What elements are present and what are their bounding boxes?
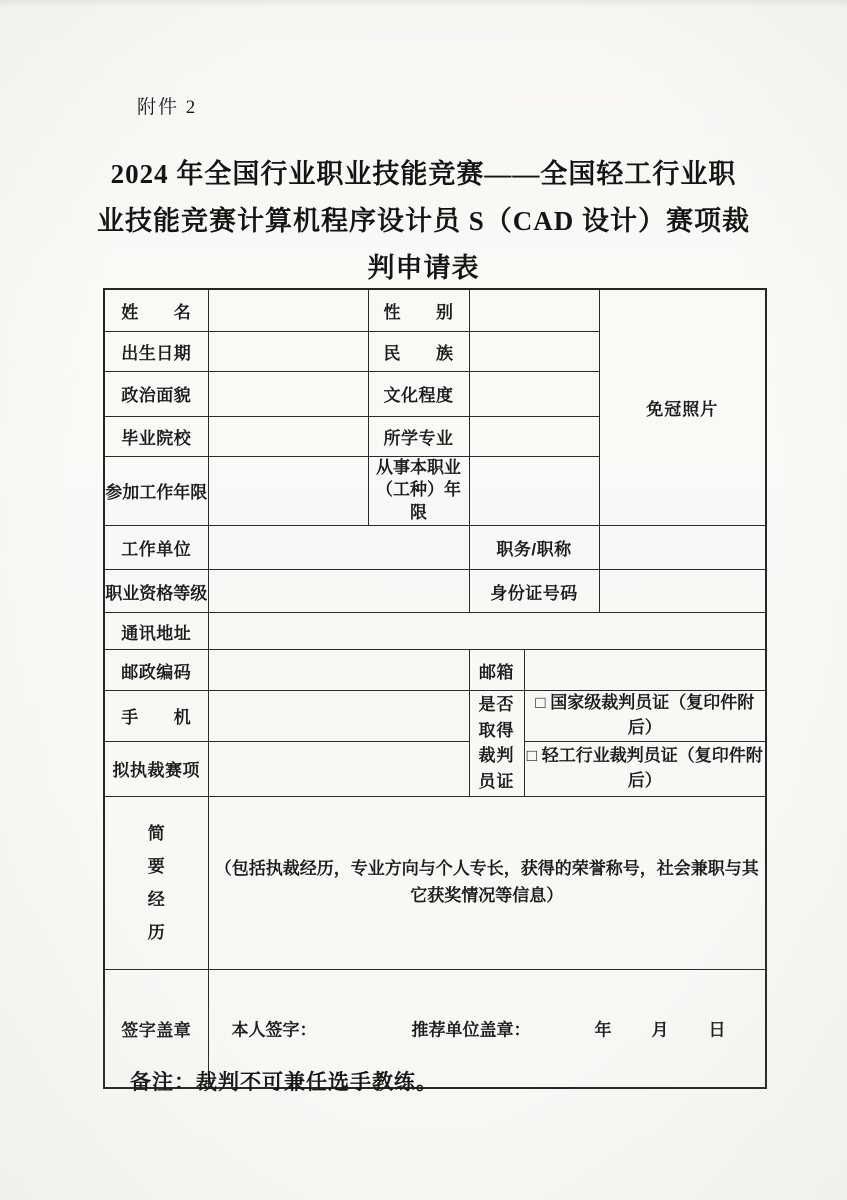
qualification-value	[208, 570, 469, 613]
gender-label: 性 别	[368, 289, 469, 331]
major-label: 所学专业	[368, 416, 469, 456]
major-value	[469, 416, 599, 456]
email-value	[524, 650, 766, 691]
year-label: 年	[594, 1020, 612, 1040]
row-mobile-cert1	[104, 691, 766, 741]
occupation-years-label	[368, 456, 469, 526]
work-years-label: 参加工作年限	[104, 456, 208, 526]
resume-label	[104, 796, 208, 969]
mobile-label: 手 机	[104, 691, 208, 741]
industry-cert-option	[524, 741, 766, 796]
photo-placeholder: 免冠照片	[599, 289, 766, 526]
id-number-label: 身份证号码	[469, 570, 599, 613]
national-cert-option	[524, 691, 766, 741]
birth-date-value	[208, 331, 368, 371]
attachment-label: 附件 2	[137, 97, 198, 118]
org-seal-label: 推荐单位盖章：	[411, 1020, 531, 1040]
name-label: 姓 名	[104, 289, 208, 331]
resume-label-text: 简要经历	[147, 823, 165, 942]
occupation-years-line1: 从事本职业	[376, 457, 461, 477]
title-line-1: 2024 年全国行业职业技能竞赛——全国轻工行业职	[110, 159, 737, 189]
event-value	[208, 741, 469, 796]
postcode-label: 邮政编码	[104, 650, 208, 691]
row-employer-position	[104, 526, 766, 570]
document-title	[0, 151, 847, 292]
month-label: 月	[651, 1020, 669, 1040]
school-label: 毕业院校	[104, 416, 208, 456]
cert-question-text: 是否取得裁判员证	[478, 695, 515, 791]
qualification-label: 职业资格等级	[104, 570, 208, 613]
occupation-years-line2: （工种）年限	[376, 480, 461, 523]
mobile-value	[208, 691, 469, 741]
id-number-value	[599, 570, 766, 613]
gender-value	[469, 289, 599, 331]
political-status-value	[208, 371, 368, 416]
title-line-2: 业技能竞赛计算机程序设计员 S（CAD 设计）赛项裁	[96, 206, 750, 236]
remark-note: 备注：裁判不可兼任选手教练。	[130, 1071, 438, 1094]
political-status-label: 政治面貌	[104, 371, 208, 416]
cert-question-label	[469, 691, 524, 796]
title-line-3: 判申请表	[367, 253, 480, 283]
ethnic-label: 民 族	[368, 331, 469, 371]
national-cert-label: 国家级裁判员证（复印件附后）	[550, 693, 755, 737]
email-label: 邮箱	[469, 650, 524, 691]
judge-application-form-table	[103, 288, 767, 1089]
education-value	[469, 371, 599, 416]
resume-hint: （包括执裁经历，专业方向与个人专长，获得的荣誉称号，社会兼职与其它获奖情况等信息）	[214, 859, 759, 905]
birth-date-label: 出生日期	[104, 331, 208, 371]
event-label: 拟执裁赛项	[104, 741, 208, 796]
checkbox-icon: □	[526, 745, 538, 765]
employer-label: 工作单位	[104, 526, 208, 570]
signature-label: 签字盖章	[104, 969, 208, 1088]
row-event-cert2	[104, 741, 766, 796]
row-resume	[104, 796, 766, 969]
self-signature-label: 本人签字：	[231, 1020, 317, 1040]
education-label: 文化程度	[368, 371, 469, 416]
address-value	[208, 613, 766, 650]
name-value	[208, 289, 368, 331]
row-qualification-id	[104, 570, 766, 613]
position-value	[599, 526, 766, 570]
row-address	[104, 613, 766, 650]
address-label: 通讯地址	[104, 613, 208, 650]
postcode-value	[208, 650, 469, 691]
day-label: 日	[708, 1020, 726, 1040]
school-value	[208, 416, 368, 456]
checkbox-icon: □	[535, 693, 546, 713]
resume-area	[208, 796, 766, 969]
occupation-years-value	[469, 456, 599, 526]
industry-cert-label: 轻工行业裁判员证（复印件附后）	[541, 745, 763, 790]
position-label: 职务/职称	[469, 526, 599, 570]
row-name-gender	[104, 289, 766, 331]
work-years-value	[208, 456, 368, 526]
employer-value	[208, 526, 469, 570]
ethnic-value	[469, 331, 599, 371]
row-postcode-email	[104, 650, 766, 691]
